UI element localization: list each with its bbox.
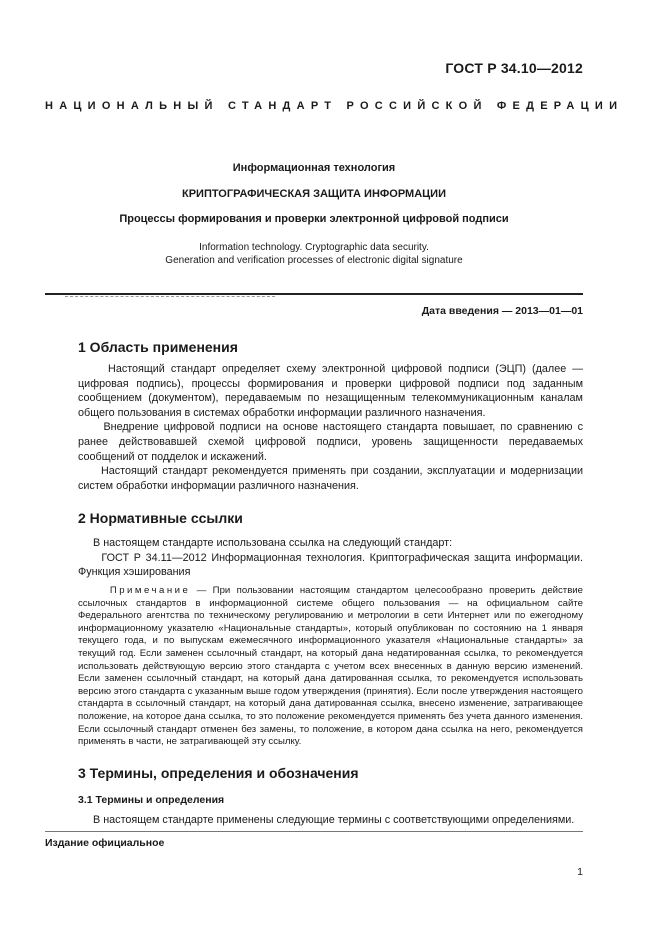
footer-divider — [45, 831, 583, 832]
section-2-paragraph-2: ГОСТ Р 34.11—2012 Информационная технология. Криптографическая защита информации. Функция хэширования — [78, 551, 583, 579]
english-title-line-2: Generation and verification processes of electronic digital signature — [165, 255, 463, 266]
section-1-paragraph-1: Настоящий стандарт определяет схему электронной цифровой подписи (ЭЦП) (далее — цифровая подпись), процессы формирования и проверки цифровой подписи под заданным сообщением (документом), передаваемым по незащищенным телекоммуникационным каналам общего пользования в системах обработки информации различного назначения. — [78, 363, 584, 419]
note-label: Примечание — [109, 585, 191, 596]
title-divider — [45, 293, 583, 295]
page-number: 1 — [577, 866, 583, 878]
title-line-2: КРИПТОГРАФИЧЕСКАЯ ЗАЩИТА ИНФОРМАЦИИ — [182, 188, 446, 200]
national-standard-banner: НАЦИОНАЛЬНЫЙ СТАНДАРТ РОССИЙСКОЙ ФЕДЕРАЦИИ — [45, 100, 624, 112]
title-line-3: Процессы формирования и проверки электронной цифровой подписи — [119, 213, 509, 225]
section-3-paragraph: В настоящем стандарте применены следующие термины с соответствующими определениями. — [93, 814, 575, 826]
section-3-1-heading: 3.1 Термины и определения — [78, 794, 225, 806]
section-3-heading: 3 Термины, определения и обозначения — [78, 765, 359, 781]
english-title-line-1: Information technology. Cryptographic data security. — [199, 242, 429, 253]
section-2-heading: 2 Нормативные ссылки — [78, 510, 243, 526]
section-1-heading: 1 Область применения — [78, 339, 238, 355]
note-text: — При пользовании настоящим стандартом целесообразно проверить действие ссылочных стандартов в информационной системе общего пользования — на официальном сайте Федерального агентства по техническому регулированию и метрологии в сети Интернет или по ежегодному информационному указателю «Национальные стандарты», который опубликован по состоянию на 1 января текущего года, и по выпускам ежемесячного информационного указателя «Национальные стандарты» за текущий год. Если заменен ссылочный стандарт, на который дана недатированная ссылка, то рекомендуется использовать действующую версию этого стандарта с учетом всех внесенных в данную версию изменений. Если заменен ссылочный стандарт, на который дана датированная ссылка, то рекомендуется использовать версию этого стандарта с указанным выше годом утверждения (принятия). Если после утверждения настоящего стандарта в ссылочный стандарт, на который дана датированная ссылка, внесено изменение, затрагивающее положение, на которое дана ссылка, то это положение рекомендуется применять без учета данного изменения. Если ссылочный стандарт отменен без замены, то положение, в котором дана ссылка на него, рекомендуется применять в части, не затрагивающей эту ссылку. — [78, 585, 583, 748]
edition-label: Издание официальное — [45, 837, 165, 849]
document-id: ГОСТ Р 34.10—2012 — [445, 60, 583, 76]
section-1-paragraph-3: Настоящий стандарт рекомендуется применять при создании, эксплуатации и модернизации систем обработки информации различного назначения. — [78, 465, 584, 492]
section-1-body — [78, 362, 583, 493]
section-2-note — [78, 585, 583, 749]
section-2-paragraph-1: В настоящем стандарте использована ссылка на следующий стандарт: — [93, 537, 453, 549]
title-divider-dashes — [65, 296, 275, 297]
section-2-body — [78, 536, 583, 580]
introduction-date: Дата введения — 2013—01—01 — [421, 305, 583, 317]
section-1-paragraph-2: Внедрение цифровой подписи на основе настоящего стандарта повышает, по сравнению с ранее действовавшей схемой цифровой подписи, уровень защищенности передаваемых сообщений от подделок и искажений. — [78, 421, 583, 463]
section-3-body — [78, 813, 583, 828]
title-line-1: Информационная технология — [232, 162, 396, 174]
english-title — [45, 241, 583, 267]
